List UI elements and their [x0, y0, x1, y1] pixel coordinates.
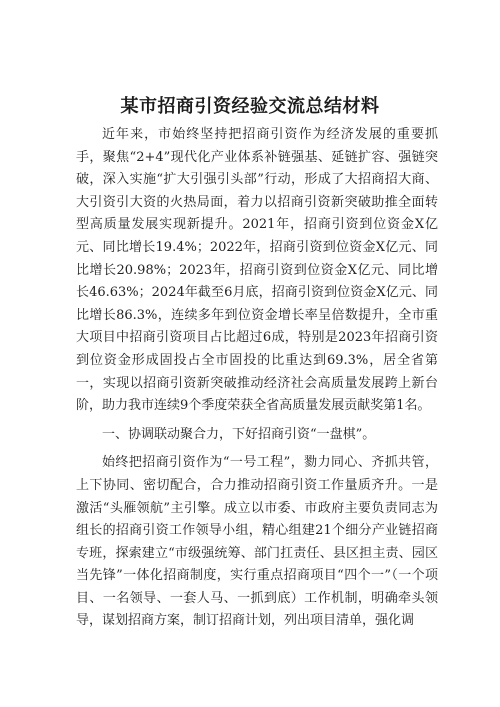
document-body: [76, 124, 438, 639]
paragraph-intro: 近年来，市始终坚持把招商引资作为经济发展的重要抓手，聚焦“2+4”现代化产业体系补链强基、延链扩容、强链突破，深入实施“扩大引强引头部”行动，形成了大招商招大商、大引资引大资的火热局面，着力以招商引资新突破助推全面转型高质量发展实现新提升。2021年，招商引资到位资金X亿元、同比增长19.4%；2022年，招商引资到位资金X亿元、同比增长20.98%；2023年，招商引资到位资金X亿元、同比增长46.63%；2024年截至6月底，招商引资到位资金X亿元、同比增长86.3%，连续多年到位资金增长率呈倍数提升，全市重大项目中招商引资项目占比超过6成，特别是2023年招商引资到位资金形成固投占全市固投的比重达到69.3%，居全省第一，实现以招商引资新突破推动经济社会高质量发展跨上新台阶，助力我市连续9个季度荣获全省高质量发展贡献奖第1名。: [76, 127, 438, 414]
section-heading-1: 一、协调联动聚合力，下好招商引资“一盘棋”。: [102, 426, 376, 442]
paragraph-section-1: 始终把招商引资作为“一号工程”，勠力同心、齐抓共管，上下协同、密切配合，合力推动招商引资工作量质齐升。一是激活“头雁领航”主引擎。成立以市委、市政府主要负责同志为组长的招商引资工作领导小组，精心组建21个细分产业链招商专班，探索建立“市级强统筹、部门扛责任、县区担主责、园区当先锋”一体化招商制度，实行重点招商项目“四个一”（一个项目、一名领导、一套人马、一抓到底）工作机制，明确牵头领导，谋划招商方案，制订招商计划，列出项目清单，强化调: [76, 455, 438, 629]
document-title: 某市招商引资经验交流总结材料: [120, 96, 380, 117]
